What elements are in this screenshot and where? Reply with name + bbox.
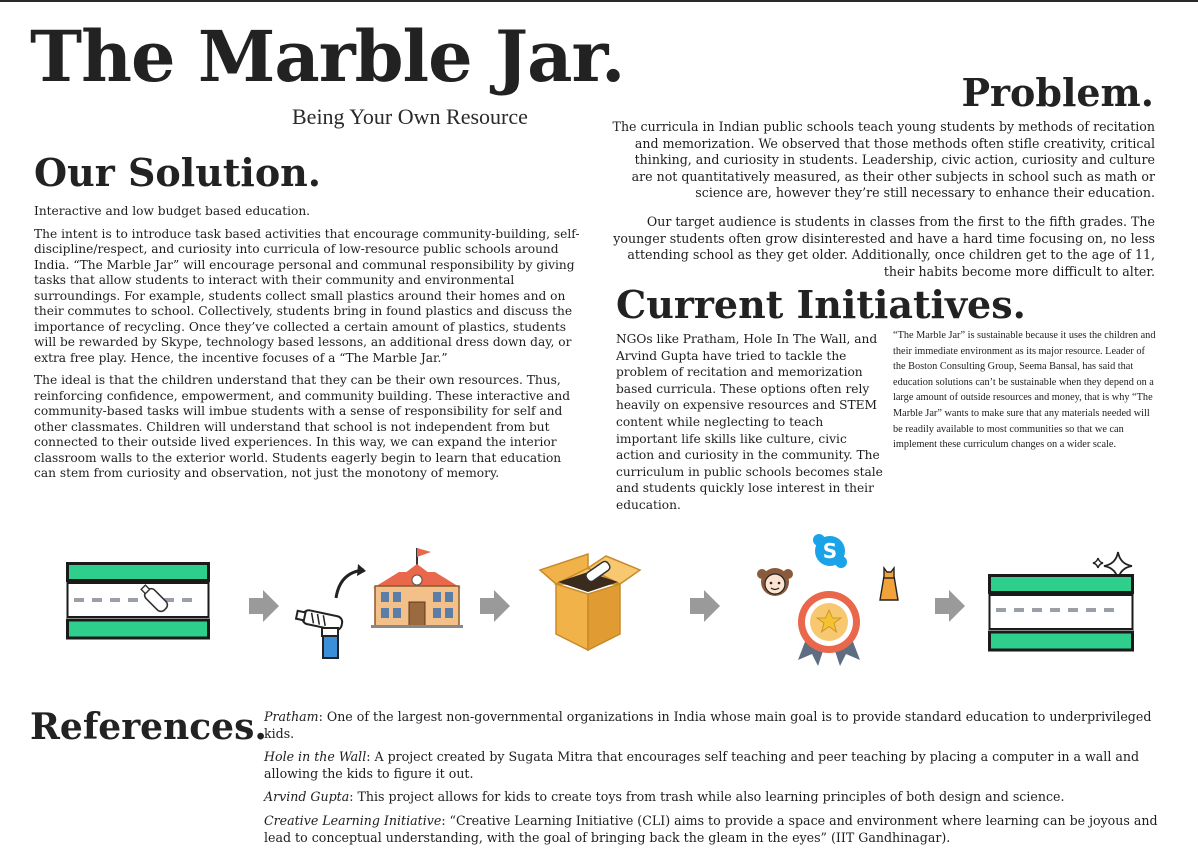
dress-icon — [874, 566, 904, 602]
references-list — [264, 709, 1169, 853]
solution-paragraph-3: The ideal is that the children understand that they can be their own resources. Thus, reinforcing confidence, empowerment, and community building. These interactive and community-based tasks will imbue students with a sense of responsibility for self and other classmates. Children will understand that school is not independent from but connected to their outside lived experiences. In this way, we can expand the interior classroom walls to the exterior world. Students eagerly begin to learn that education can stem from curiosity and observation, not just the monotony of memory. — [34, 373, 571, 480]
arrow-right-icon — [480, 590, 510, 622]
problem-paragraph-1: The curricula in Indian public schools teach young students by methods of recitation and memorization. We observed that those methods often stifle creativity, critical thinking, and curiosity in students. Leadership, civic action, curiosity and culture are not quantitatively measured, as their other subjects in school such as math or science are, however they’re still necessary to enhance their education. — [612, 119, 1155, 201]
school-building-icon — [371, 546, 463, 628]
clean-road-icon — [988, 574, 1134, 652]
current-initiatives-heading: Current Initiatives. — [616, 282, 1026, 327]
references-heading: References. — [30, 706, 267, 748]
current-initiatives-right-text: “The Marble Jar” is sustainable because it uses the children and their immediate environment as its major resource. Leader of the Boston Consulting Group, Seema Bansal, has said that education solutions can’t be sustainable when they depend on a large amount of outside resources and money, that is why “The Marble Jar” wants to make sure that any materials needed will be readily available to most communities so that we can implement these curriculum changes on a wider scale. — [893, 330, 1156, 451]
svg-text:S: S — [822, 539, 838, 563]
arrow-right-icon — [690, 590, 720, 622]
reference-item — [264, 813, 1169, 846]
open-box-icon — [534, 548, 642, 652]
reference-text: : “Creative Learning Initiative (CLI) aims to provide a space and environment where learning can be joyous and lead to conceptual understanding, with the goal of bringing back the gleam in the eyes” (IIT Gandhinagar). — [264, 812, 1158, 845]
current-initiatives-left-text: NGOs like Pratham, Hole In The Wall, and Arvind Gupta have tried to tackle the problem of recitation and memorization based curricula. These options often rely heavily on expensive resources and STEM content while neglecting to teach important life skills like culture, civic action and curiosity in the community. The curriculum in public schools becomes stale and students quickly lose interest in their education. — [616, 332, 883, 512]
hand-with-bottle-icon — [296, 562, 366, 660]
reference-item — [264, 749, 1169, 782]
road-with-bottle-icon — [66, 562, 210, 640]
top-border — [0, 0, 1198, 2]
reference-term: Pratham — [264, 709, 319, 724]
reference-item — [264, 789, 1169, 806]
page-title: The Marble Jar. — [30, 15, 625, 98]
reference-text: : One of the largest non-governmental organizations in India whose main goal is to provide standard education to underprivileged kids. — [264, 709, 1152, 741]
reference-term: Arvind Gupta — [264, 789, 350, 805]
solution-paragraph-2: The intent is to introduce task based activities that encourage community-building, self- discipline/respect, and curiosity into curricula of low-resource public schools around India. “The Marble Jar” will encourage personal and communal responsibility by giving tasks that allow students to interact with their community and environmental surroundings. For example, students collect small plastics around their homes and on their commutes to school. Collectively, students bring in found plastics and discuss the importance of recycling. Once they’ve collected a certain amount of plastics, students will be rewarded by Skype, technology based lessons, an additional dress down day, or extra free play. Hence, the incentive focuses of a “The Marble Jar.” — [34, 226, 580, 365]
arrow-right-icon — [935, 590, 965, 622]
award-badge-icon — [794, 588, 864, 666]
page-subtitle: Being Your Own Resource — [292, 104, 528, 129]
reference-term: Hole in the Wall — [264, 749, 367, 765]
girl-icon — [758, 564, 792, 598]
reference-text: : A project created by Sugata Mitra that encourages self teaching and peer teaching by placing a computer in a wall and allowing the kids to figure it out. — [264, 749, 1140, 781]
solution-heading: Our Solution. — [34, 150, 322, 195]
solution-section — [34, 204, 580, 489]
skype-icon — [812, 534, 848, 568]
reference-item — [264, 709, 1169, 742]
problem-heading: Problem. — [961, 70, 1154, 115]
reference-text: : This project allows for kids to create toys from trash while also learning principles of both design and science. — [349, 789, 1065, 805]
solution-paragraph-1: Interactive and low budget based education. — [34, 204, 311, 218]
arrow-right-icon — [249, 590, 279, 622]
reference-term: Creative Learning Initiative — [264, 812, 442, 828]
problem-paragraph-2: Our target audience is students in classes from the first to the fifth grades. The younger students often grow disinterested and have a hard time focusing on, no less attending school as they get older. Additionally, once children get to the age of 11, their habits become more difficult to alter. — [613, 213, 1155, 279]
problem-section — [610, 119, 1155, 292]
